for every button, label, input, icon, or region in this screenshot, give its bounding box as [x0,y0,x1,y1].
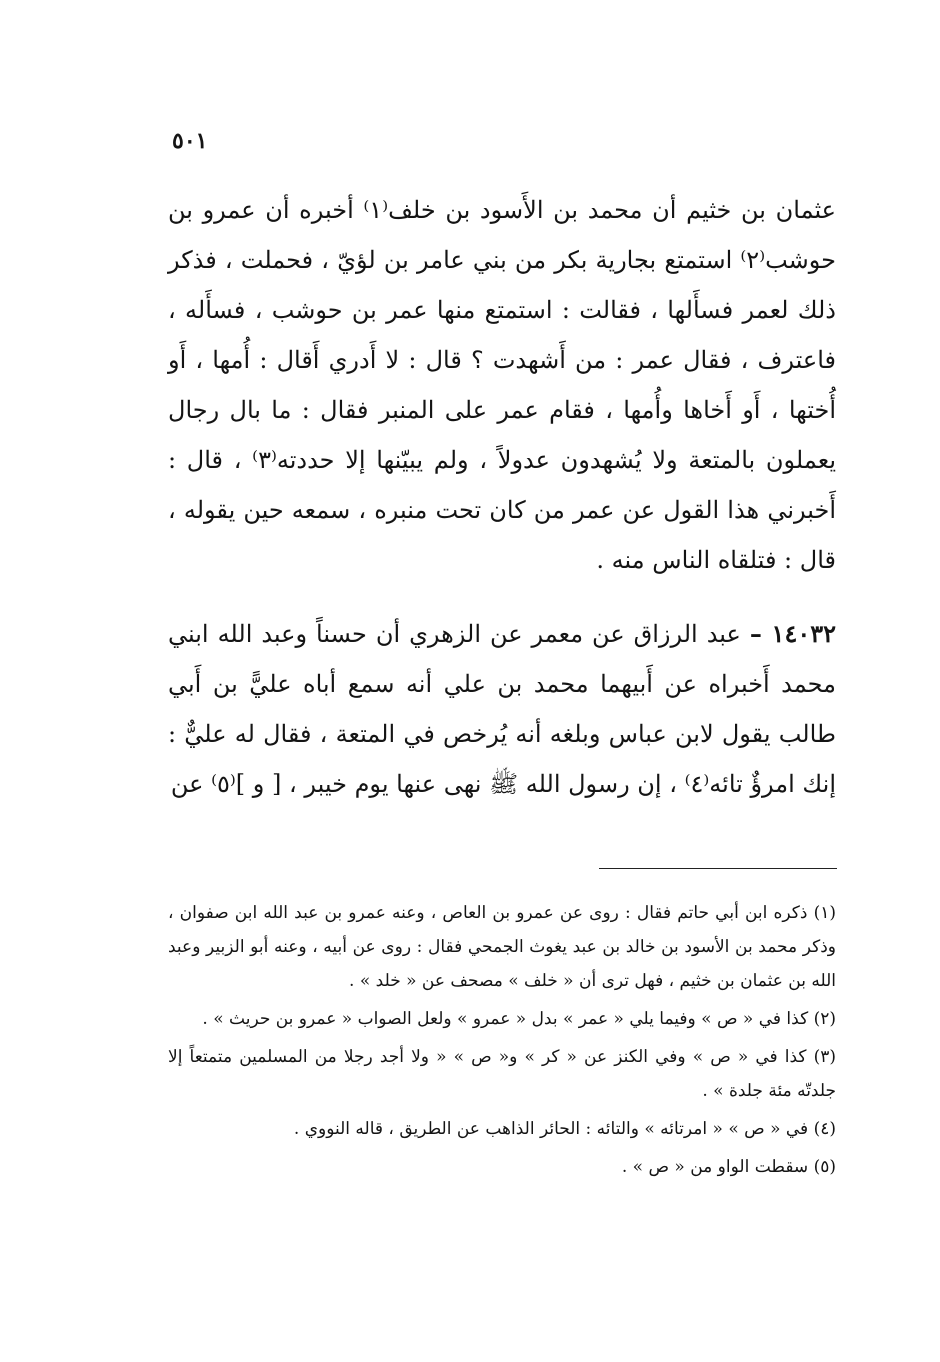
footnote-4: (٤) في « ص » « امرتائه » والتائه : الحائر الذاهب عن الطريق ، قاله النووي . [293,1119,836,1139]
hadith-paragraph [168,609,836,809]
hadith-number: ١٤٠٣٢ – [749,619,836,648]
footnotes [168,896,836,1188]
page-number: ٥٠١ [172,128,208,154]
footnote-5: (٥) سقطت الواو من « ص » . [621,1157,836,1177]
hadith-text: عبد الرزاق عن معمر عن الزهري أن حسناً وعبد الله ابني محمد أَخبراه عن أَبيهما محمد بن علي أنه سمع أباه عليًّ بن أَبي طالب يقول لابن عباس وبلغه أنه يُرخص في المتعة ، فقال له عليٌّ : إنك امرؤٌ تائه⁽٤⁾ ، إن رسول الله ﷺ نهى عنها يوم خيبر ، [ و ]⁽٥⁾ عن [168,620,836,798]
footnote-3: (٣) كذا في « ص » وفي الكنز عن « كر » و« ص » « ولا أجد رجلا من المسلمين متمتعاً إلا جلدتّه مئة جلدة » . [168,1047,836,1101]
footnote-separator [599,868,837,869]
paragraph-continuation: عثمان بن خثيم أن محمد بن الأَسود بن خلف⁽١⁾ أخبره أن عمرو بن حوشب⁽٢⁾ استمتع بجارية بكر من بني عامر بن لؤيّ ، فحملت ، فذكر ذلك لعمر فسأَلها ، فقالت : استمتع منها عمر بن حوشب ، فسأَله ، فاعترف ، فقال عمر : من أَشهدت ؟ قال : لا أَدري أَقال : أُمها ، أَو أُختها ، أَو أَخاها وأُمها ، فقام عمر على المنبر فقال : ما بال رجال يعملون بالمتعة ولا يُشهدون عدولاً ، ولم يبيّنها إلا حددته⁽٣⁾ ، قال : أَخبرني هذا القول عن عمر من كان تحت منبره ، سمعه حين يقوله ، قال : فتلقاه الناس منه . [168,196,837,574]
main-text [168,185,836,809]
footnote-1: (١) ذكره ابن أبي حاتم فقال : روى عن عمرو بن العاص ، وعنه عمرو بن عبد الله ابن صفوان ، وذكر محمد بن الأسود بن خالد بن عبد يغوث الجمحي فقال : روى عن أبيه ، وعنه أبو الزبير وعبد الله بن عثمان بن خثيم ، فهل ترى أن « خلف » مصحف عن « خلد » . [168,903,836,991]
footnote-2: (٢) كذا في « ص » وفيما يلي « عمر » بدل « عمرو » ولعل الصواب « عمرو بن حريث » . [202,1009,836,1029]
